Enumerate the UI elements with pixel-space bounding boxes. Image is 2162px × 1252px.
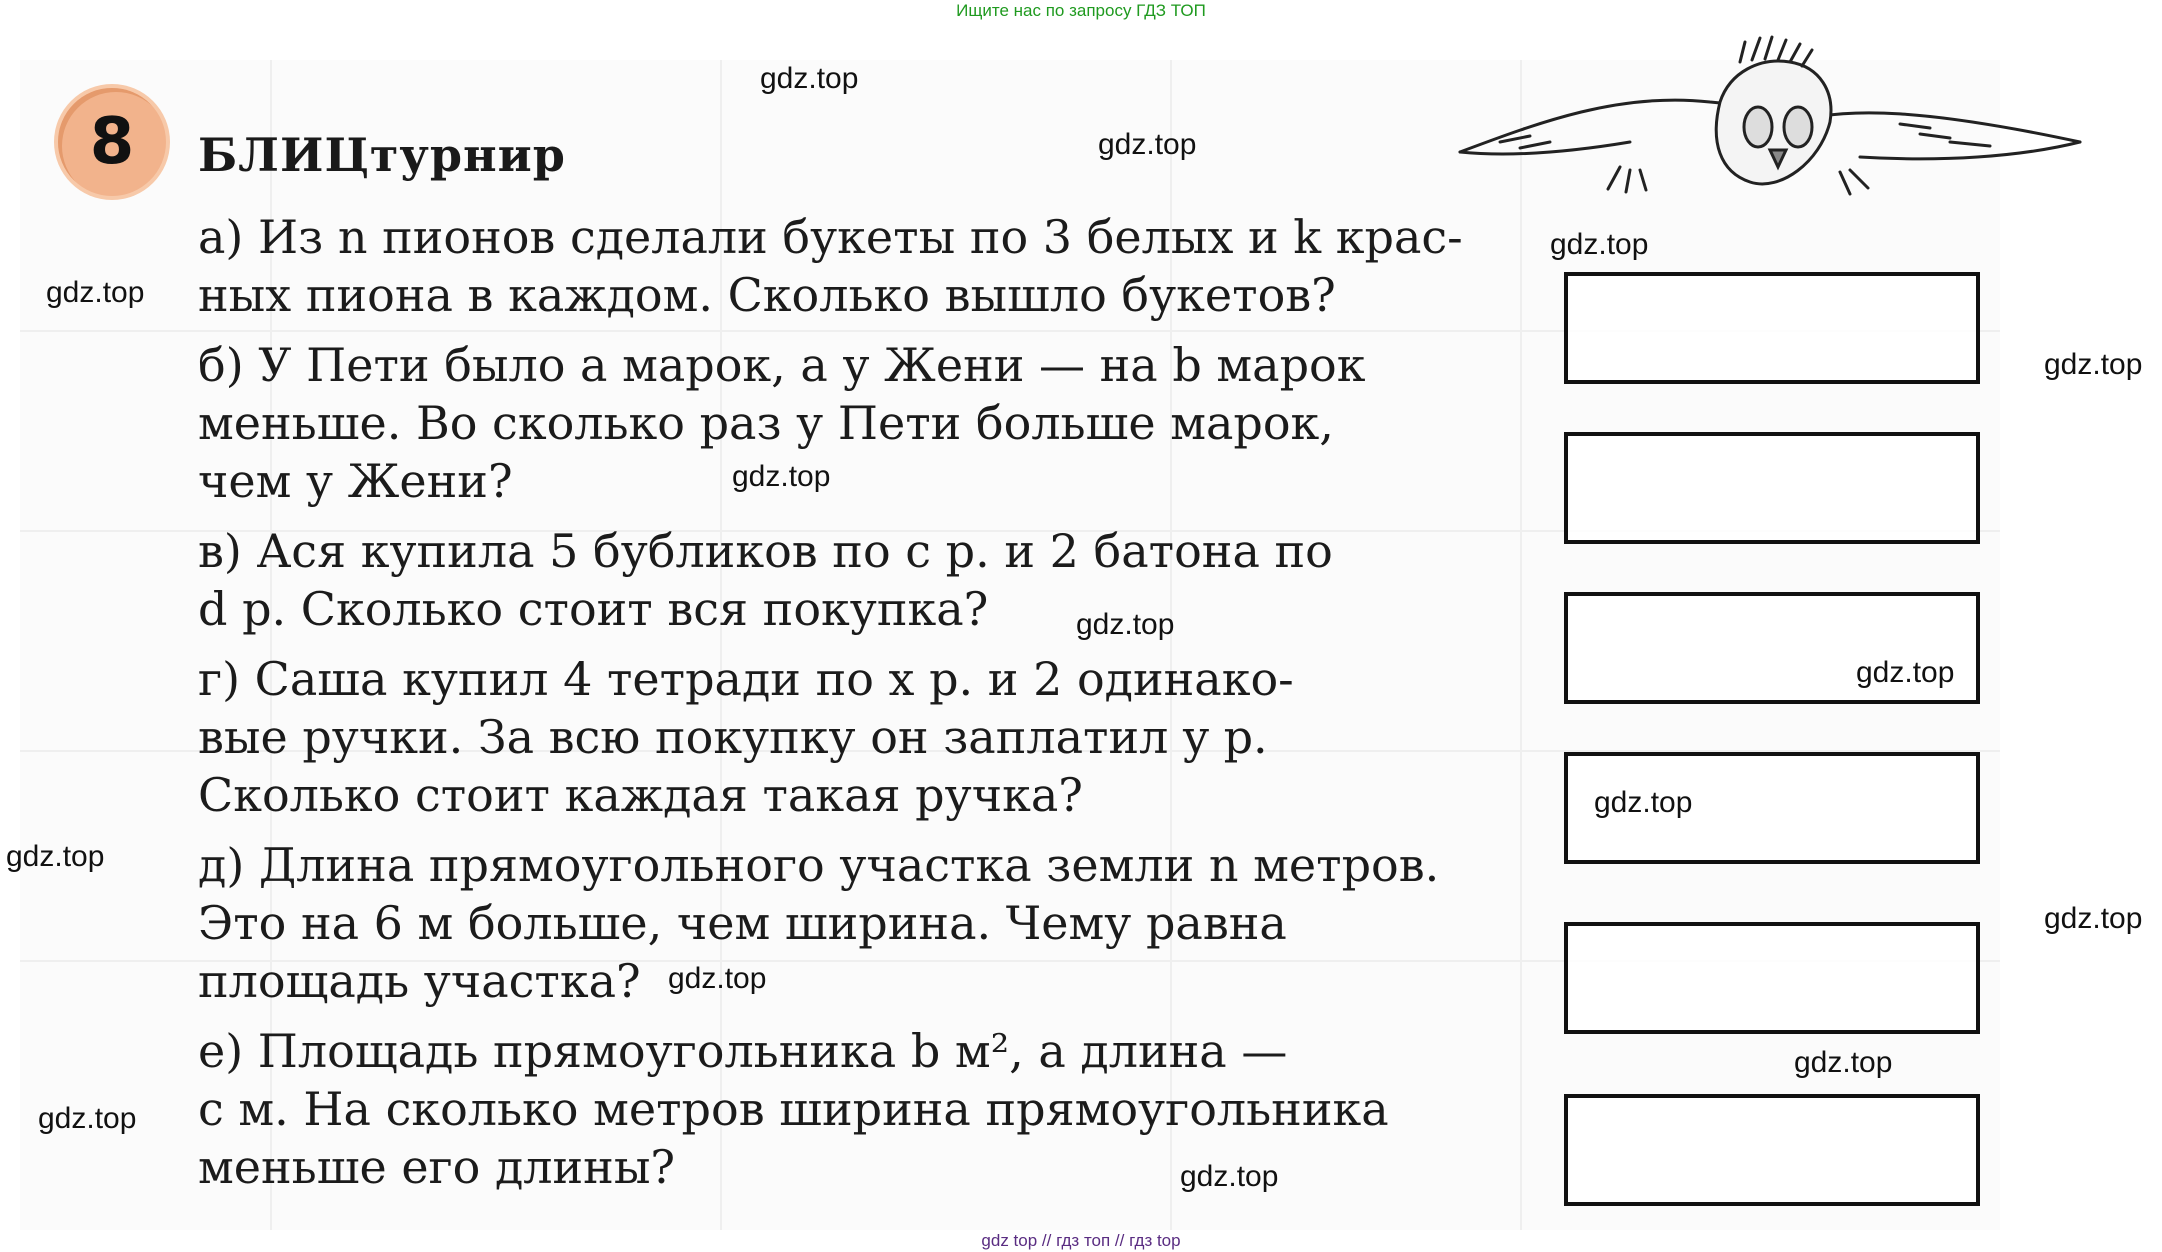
watermark: gdz.top	[2044, 348, 2143, 381]
item-g-line-1: г) Саша купил 4 тетради по x р. и 2 одинако-	[198, 652, 1294, 706]
item-e-line-3: меньше его длины?	[198, 1140, 676, 1194]
watermark: gdz.top	[1180, 1160, 1279, 1193]
answer-box-a[interactable]	[1564, 272, 1980, 384]
watermark: gdz.top	[2044, 902, 2143, 935]
answer-box-e[interactable]	[1564, 1094, 1980, 1206]
task-title: БЛИЦтурнир	[198, 128, 566, 182]
item-g-line-3: Сколько стоит каждая такая ручка?	[198, 768, 1083, 822]
item-b-line-2: меньше. Во сколько раз у Пети больше марок,	[198, 396, 1334, 450]
watermark: gdz.top	[1076, 608, 1175, 641]
owl-flying-icon	[1420, 32, 2100, 222]
watermark: gdz.top	[38, 1102, 137, 1135]
task-number: 8	[89, 105, 135, 179]
answer-box-b[interactable]	[1564, 432, 1980, 544]
watermark: gdz.top	[1550, 228, 1649, 261]
item-b-line-3: чем у Жени?	[198, 454, 513, 508]
watermark: gdz.top	[6, 840, 105, 873]
item-v-line-2: d р. Сколько стоит вся покупка?	[198, 582, 989, 636]
watermark: gdz.top	[1856, 656, 1955, 689]
watermark: gdz.top	[1098, 128, 1197, 161]
grid-line	[1520, 60, 1522, 1230]
watermark: gdz.top	[760, 62, 859, 95]
answer-box-d[interactable]	[1564, 922, 1980, 1034]
item-b-line-1: б) У Пети было a марок, а у Жени — на b марок	[198, 338, 1366, 392]
watermark: gdz.top	[1594, 786, 1693, 819]
item-a-line-2: ных пиона в каждом. Сколько вышло букетов?	[198, 268, 1336, 322]
watermark: gdz.top	[732, 460, 831, 493]
bottom-banner[interactable]: gdz top // гдз топ // гдз top	[981, 1231, 1181, 1250]
item-g-line-2: вые ручки. За всю покупку он заплатил y р.	[198, 710, 1268, 764]
item-d-line-2: Это на 6 м больше, чем ширина. Чему равна	[198, 896, 1287, 950]
watermark: gdz.top	[668, 962, 767, 995]
item-a-line-1: а) Из n пионов сделали букеты по 3 белых и k крас-	[198, 210, 1463, 264]
item-e-line-1: е) Площадь прямоугольника b м², а длина —	[198, 1024, 1288, 1078]
task-number-badge	[58, 88, 166, 196]
watermark: gdz.top	[1794, 1046, 1893, 1079]
item-v-line-1: в) Ася купила 5 бубликов по c р. и 2 батона по	[198, 524, 1333, 578]
top-banner[interactable]: Ищите нас по запросу ГДЗ ТОП	[956, 1, 1206, 20]
watermark: gdz.top	[46, 276, 145, 309]
item-d-line-1: д) Длина прямоугольного участка земли n метров.	[198, 838, 1440, 892]
item-e-line-2: c м. На сколько метров ширина прямоугольника	[198, 1082, 1389, 1136]
item-d-line-3: площадь участка?	[198, 954, 641, 1008]
